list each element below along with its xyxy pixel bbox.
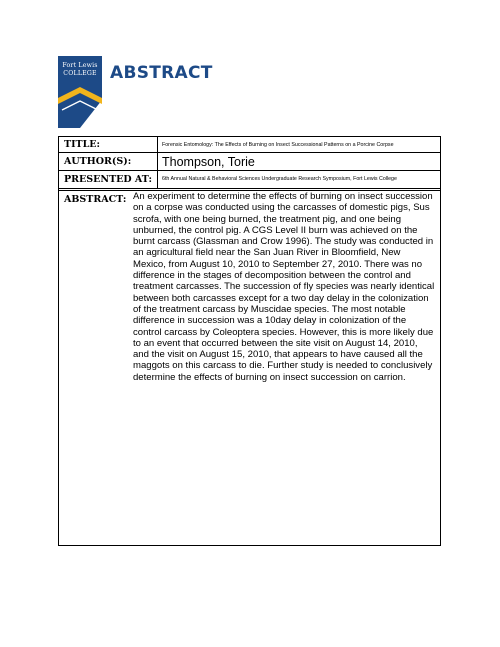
abstract-table xyxy=(58,136,441,546)
logo-text-line1: Fort Lewis xyxy=(62,62,98,69)
presented-label: PRESENTED AT: xyxy=(59,171,158,188)
title-label: TITLE: xyxy=(59,137,158,152)
mountain-logo-icon xyxy=(58,84,102,128)
college-logo xyxy=(58,56,102,128)
abstract-body: An experiment to determine the effects of burning on insect succession on a corpse was conducted using the carcasses of domestic pigs, Sus scrofa, with one being burned, the treatment pig, and one being unburned, the control pig. A CGS Level II burn was achieved on the burnt carcass (Glassman and Crow 1996). The study was conducted in an agricultural field near the San Juan River in Bloomfield, New Mexico, from August 10, 2010 to September 27, 2010. There was no difference in the stages of decomposition between the control and treatment carcasses. The succession of fly species was nearly identical between both carcasses except for a two day delay in the colonization of the treatment carcass by Muscidae species. The most notable difference in succession was a 10day delay in colonization of the control carcass by Coleoptera species. However, this is more likely due to an event that occurred between the site visit on August 14, 2010, and the visit on August 15, 2010, that appears to have caused all the maggots on this carcass to die. Further study is needed to conclusively determine the effects of burning on insect succession on carrion. xyxy=(133,191,435,383)
presented-value: 6th Annual Natural & Behavioral Sciences Undergraduate Research Symposium, Fort Lewis College xyxy=(162,176,397,182)
logo-text-line2: COLLEGE xyxy=(63,70,97,77)
author-row xyxy=(59,153,440,171)
title-value: Forensic Entomology: The Effects of Burning on Insect Successional Patterns on a Porcine Corpse xyxy=(162,142,394,148)
abstract-label: ABSTRACT: xyxy=(64,194,127,205)
presented-row xyxy=(59,171,440,188)
author-value: Thompson, Torie xyxy=(162,155,255,169)
abstract-heading: ABSTRACT xyxy=(110,63,213,83)
title-row xyxy=(59,137,440,153)
author-label: AUTHOR(S): xyxy=(59,153,158,170)
